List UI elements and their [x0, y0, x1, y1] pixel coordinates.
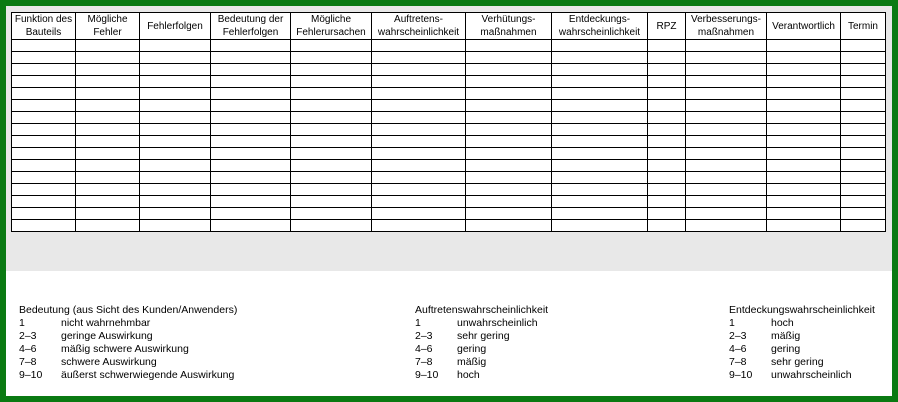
table-cell — [12, 64, 76, 76]
table-cell — [686, 184, 767, 196]
table-cell — [648, 52, 686, 64]
legend-row — [415, 343, 548, 356]
table-cell — [372, 124, 466, 136]
legend-text: sehr gering — [457, 330, 510, 342]
header-auftretens: Auftretens- wahrscheinlichkeit — [372, 13, 466, 40]
table-cell — [291, 124, 372, 136]
table-cell — [648, 136, 686, 148]
legend-range: 1 — [729, 317, 735, 329]
legend-row — [19, 369, 237, 382]
table-cell — [372, 148, 466, 160]
table-cell — [12, 100, 76, 112]
table-row — [12, 196, 886, 208]
table-cell — [76, 136, 140, 148]
legend-entdeckung — [729, 304, 875, 382]
table-cell — [76, 208, 140, 220]
table-cell — [140, 124, 211, 136]
table-cell — [841, 124, 886, 136]
table-cell — [12, 76, 76, 88]
table-cell — [466, 64, 552, 76]
legend-range: 4–6 — [19, 343, 37, 355]
table-cell — [211, 160, 291, 172]
table-cell — [686, 136, 767, 148]
table-cell — [12, 196, 76, 208]
table-cell — [140, 100, 211, 112]
table-cell — [686, 124, 767, 136]
table-cell — [12, 220, 76, 232]
table-cell — [140, 64, 211, 76]
table-cell — [372, 112, 466, 124]
header-rpz: RPZ — [648, 13, 686, 40]
table-cell — [211, 208, 291, 220]
legend-row — [729, 330, 875, 343]
legend-range: 4–6 — [415, 343, 433, 355]
table-cell — [76, 100, 140, 112]
fmea-sheet — [6, 6, 892, 271]
header-termin: Termin — [841, 13, 886, 40]
table-cell — [291, 112, 372, 124]
legend-row — [415, 330, 548, 343]
table-cell — [841, 76, 886, 88]
header-bedeutung: Bedeutung der Fehlerfolgen — [211, 13, 291, 40]
table-cell — [767, 112, 841, 124]
legend-range: 2–3 — [415, 330, 433, 342]
table-cell — [291, 52, 372, 64]
table-cell — [291, 220, 372, 232]
legend-range: 9–10 — [729, 369, 753, 381]
table-cell — [552, 112, 648, 124]
table-cell — [841, 88, 886, 100]
table-cell — [76, 172, 140, 184]
table-cell — [372, 64, 466, 76]
table-cell — [686, 148, 767, 160]
table-cell — [140, 136, 211, 148]
table-cell — [291, 208, 372, 220]
table-cell — [211, 196, 291, 208]
table-cell — [211, 112, 291, 124]
table-cell — [686, 88, 767, 100]
table-cell — [140, 196, 211, 208]
table-row — [12, 124, 886, 136]
table-cell — [767, 148, 841, 160]
table-cell — [211, 184, 291, 196]
table-row — [12, 208, 886, 220]
table-cell — [140, 208, 211, 220]
table-cell — [291, 148, 372, 160]
table-cell — [841, 220, 886, 232]
table-cell — [552, 52, 648, 64]
table-row — [12, 136, 886, 148]
legend-range: 2–3 — [19, 330, 37, 342]
legend-range: 1 — [415, 317, 421, 329]
table-cell — [466, 208, 552, 220]
table-cell — [686, 208, 767, 220]
header-verantwortlich: Verantwortlich — [767, 13, 841, 40]
legend-row — [415, 317, 548, 330]
table-cell — [140, 184, 211, 196]
table-cell — [466, 160, 552, 172]
table-cell — [291, 196, 372, 208]
table-cell — [552, 100, 648, 112]
legend-row — [729, 356, 875, 369]
table-cell — [291, 136, 372, 148]
table-cell — [372, 100, 466, 112]
legend-text: hoch — [457, 369, 480, 381]
table-cell — [140, 220, 211, 232]
table-cell — [648, 88, 686, 100]
table-cell — [211, 40, 291, 52]
table-cell — [211, 124, 291, 136]
table-cell — [140, 52, 211, 64]
table-cell — [291, 172, 372, 184]
legend-text: unwahrscheinlich — [771, 369, 852, 381]
table-cell — [12, 184, 76, 196]
legend-row — [729, 343, 875, 356]
table-row — [12, 52, 886, 64]
legend-text: sehr gering — [771, 356, 824, 368]
legend-row — [415, 356, 548, 369]
table-cell — [466, 184, 552, 196]
table-cell — [841, 172, 886, 184]
table-cell — [372, 136, 466, 148]
legend-range: 7–8 — [729, 356, 747, 368]
table-cell — [767, 196, 841, 208]
table-row — [12, 172, 886, 184]
table-row — [12, 100, 886, 112]
table-cell — [841, 148, 886, 160]
table-cell — [211, 172, 291, 184]
legend-text: schwere Auswirkung — [61, 356, 157, 368]
table-cell — [140, 148, 211, 160]
legend-range: 7–8 — [19, 356, 37, 368]
table-cell — [841, 136, 886, 148]
legend-text: mäßig schwere Auswirkung — [61, 343, 189, 355]
table-cell — [372, 52, 466, 64]
table-cell — [76, 124, 140, 136]
table-cell — [76, 160, 140, 172]
table-cell — [372, 76, 466, 88]
table-cell — [140, 76, 211, 88]
table-cell — [372, 88, 466, 100]
table-cell — [686, 64, 767, 76]
table-cell — [686, 52, 767, 64]
table-row — [12, 88, 886, 100]
table-cell — [140, 88, 211, 100]
table-cell — [211, 52, 291, 64]
table-cell — [466, 148, 552, 160]
table-cell — [767, 88, 841, 100]
table-cell — [841, 52, 886, 64]
table-cell — [76, 64, 140, 76]
legend-text: nicht wahrnehmbar — [61, 317, 151, 329]
table-cell — [372, 220, 466, 232]
table-cell — [76, 76, 140, 88]
table-cell — [76, 40, 140, 52]
table-row — [12, 40, 886, 52]
table-row — [12, 160, 886, 172]
legend-title: Auftretenswahrscheinlichkeit — [415, 304, 549, 316]
legend-auftretens — [415, 304, 548, 382]
header-entdeckung: Entdeckungs- wahrscheinlichkeit — [552, 13, 648, 40]
legend-range: 1 — [19, 317, 25, 329]
legend-row — [415, 369, 548, 382]
table-cell — [466, 88, 552, 100]
table-cell — [466, 136, 552, 148]
table-cell — [12, 148, 76, 160]
table-cell — [466, 100, 552, 112]
table-cell — [552, 64, 648, 76]
table-cell — [140, 40, 211, 52]
header-funktion: Funktion des Bauteils — [12, 13, 76, 40]
table-cell — [686, 100, 767, 112]
table-row — [12, 148, 886, 160]
table-cell — [686, 220, 767, 232]
table-cell — [767, 76, 841, 88]
table-cell — [841, 184, 886, 196]
legend-row — [729, 369, 875, 382]
table-cell — [767, 52, 841, 64]
table-cell — [76, 148, 140, 160]
table-cell — [767, 220, 841, 232]
header-verhuetung: Verhütungs- maßnahmen — [466, 13, 552, 40]
table-cell — [648, 196, 686, 208]
table-cell — [140, 112, 211, 124]
table-cell — [12, 208, 76, 220]
table-cell — [211, 148, 291, 160]
table-cell — [648, 40, 686, 52]
table-row — [12, 112, 886, 124]
table-cell — [841, 160, 886, 172]
table-row — [12, 76, 886, 88]
table-cell — [648, 76, 686, 88]
table-cell — [552, 220, 648, 232]
table-cell — [12, 160, 76, 172]
table-cell — [140, 160, 211, 172]
legend-row — [19, 330, 237, 343]
table-cell — [767, 64, 841, 76]
table-header-row — [12, 13, 886, 40]
table-cell — [12, 172, 76, 184]
table-cell — [12, 40, 76, 52]
header-moegliche-fehler: Mögliche Fehler — [76, 13, 140, 40]
table-cell — [552, 76, 648, 88]
table-cell — [372, 172, 466, 184]
table-cell — [648, 172, 686, 184]
table-cell — [841, 40, 886, 52]
table-cell — [841, 196, 886, 208]
table-cell — [841, 100, 886, 112]
table-cell — [372, 184, 466, 196]
table-cell — [648, 208, 686, 220]
table-cell — [211, 64, 291, 76]
legend-text: gering — [771, 343, 801, 355]
table-cell — [466, 124, 552, 136]
table-cell — [140, 172, 211, 184]
legend-text: unwahrscheinlich — [457, 317, 538, 329]
table-cell — [466, 52, 552, 64]
header-verbesserung: Verbesserungs- maßnahmen — [686, 13, 767, 40]
table-cell — [466, 76, 552, 88]
table-cell — [841, 64, 886, 76]
table-cell — [76, 220, 140, 232]
legend-text: mäßig — [771, 330, 801, 342]
table-cell — [648, 112, 686, 124]
table-cell — [648, 64, 686, 76]
table-cell — [767, 172, 841, 184]
fmea-table — [11, 12, 886, 232]
legend-text: äußerst schwerwiegende Auswirkung — [61, 369, 235, 381]
table-row — [12, 184, 886, 196]
table-cell — [291, 76, 372, 88]
table-cell — [841, 208, 886, 220]
table-cell — [686, 196, 767, 208]
table-cell — [552, 40, 648, 52]
table-cell — [686, 112, 767, 124]
table-cell — [291, 88, 372, 100]
table-cell — [372, 196, 466, 208]
table-cell — [12, 124, 76, 136]
table-cell — [767, 208, 841, 220]
table-cell — [466, 112, 552, 124]
legend-text: hoch — [771, 317, 794, 329]
header-fehlerfolgen: Fehlerfolgen — [140, 13, 211, 40]
table-cell — [648, 124, 686, 136]
table-cell — [12, 52, 76, 64]
table-cell — [12, 112, 76, 124]
table-cell — [552, 88, 648, 100]
table-cell — [76, 196, 140, 208]
legend-range: 7–8 — [415, 356, 433, 368]
table-cell — [686, 172, 767, 184]
legend-text: mäßig — [457, 356, 487, 368]
table-cell — [767, 40, 841, 52]
table-cell — [291, 64, 372, 76]
table-cell — [12, 88, 76, 100]
table-cell — [648, 160, 686, 172]
table-cell — [211, 220, 291, 232]
legend-text: geringe Auswirkung — [61, 330, 153, 342]
table-cell — [552, 184, 648, 196]
legend-row — [19, 317, 237, 330]
header-fehlerursachen: Mögliche Fehlerursachen — [291, 13, 372, 40]
table-cell — [686, 76, 767, 88]
table-cell — [552, 172, 648, 184]
table-cell — [466, 220, 552, 232]
table-cell — [552, 124, 648, 136]
legend-range: 2–3 — [729, 330, 747, 342]
table-cell — [211, 76, 291, 88]
table-body — [12, 40, 886, 232]
legend-title: Entdeckungswahrscheinlichkeit — [729, 304, 875, 316]
table-cell — [767, 184, 841, 196]
table-cell — [372, 40, 466, 52]
table-row — [12, 64, 886, 76]
table-cell — [372, 160, 466, 172]
table-cell — [552, 148, 648, 160]
table-cell — [648, 220, 686, 232]
table-cell — [76, 52, 140, 64]
table-cell — [767, 160, 841, 172]
legend-row — [19, 356, 237, 369]
table-cell — [12, 136, 76, 148]
legend-title: Bedeutung (aus Sicht des Kunden/Anwenders) — [19, 304, 238, 316]
legend-range: 4–6 — [729, 343, 747, 355]
table-cell — [841, 112, 886, 124]
table-cell — [466, 40, 552, 52]
table-cell — [648, 184, 686, 196]
legend-range: 9–10 — [415, 369, 439, 381]
table-cell — [767, 124, 841, 136]
table-cell — [466, 196, 552, 208]
table-cell — [76, 112, 140, 124]
table-cell — [686, 160, 767, 172]
table-cell — [767, 100, 841, 112]
table-cell — [291, 184, 372, 196]
table-cell — [552, 196, 648, 208]
legend-row — [729, 317, 875, 330]
table-cell — [291, 160, 372, 172]
legend-bedeutung — [19, 304, 237, 382]
table-cell — [211, 88, 291, 100]
legend-text: gering — [457, 343, 487, 355]
table-cell — [767, 136, 841, 148]
table-cell — [552, 160, 648, 172]
legend-row — [19, 343, 237, 356]
table-cell — [372, 208, 466, 220]
table-cell — [211, 100, 291, 112]
table-cell — [211, 136, 291, 148]
table-cell — [552, 208, 648, 220]
table-cell — [466, 172, 552, 184]
table-cell — [552, 136, 648, 148]
table-cell — [686, 40, 767, 52]
table-cell — [291, 40, 372, 52]
table-cell — [291, 100, 372, 112]
table-cell — [76, 184, 140, 196]
table-cell — [648, 100, 686, 112]
table-cell — [76, 88, 140, 100]
table-cell — [648, 148, 686, 160]
legend-range: 9–10 — [19, 369, 43, 381]
table-row — [12, 220, 886, 232]
